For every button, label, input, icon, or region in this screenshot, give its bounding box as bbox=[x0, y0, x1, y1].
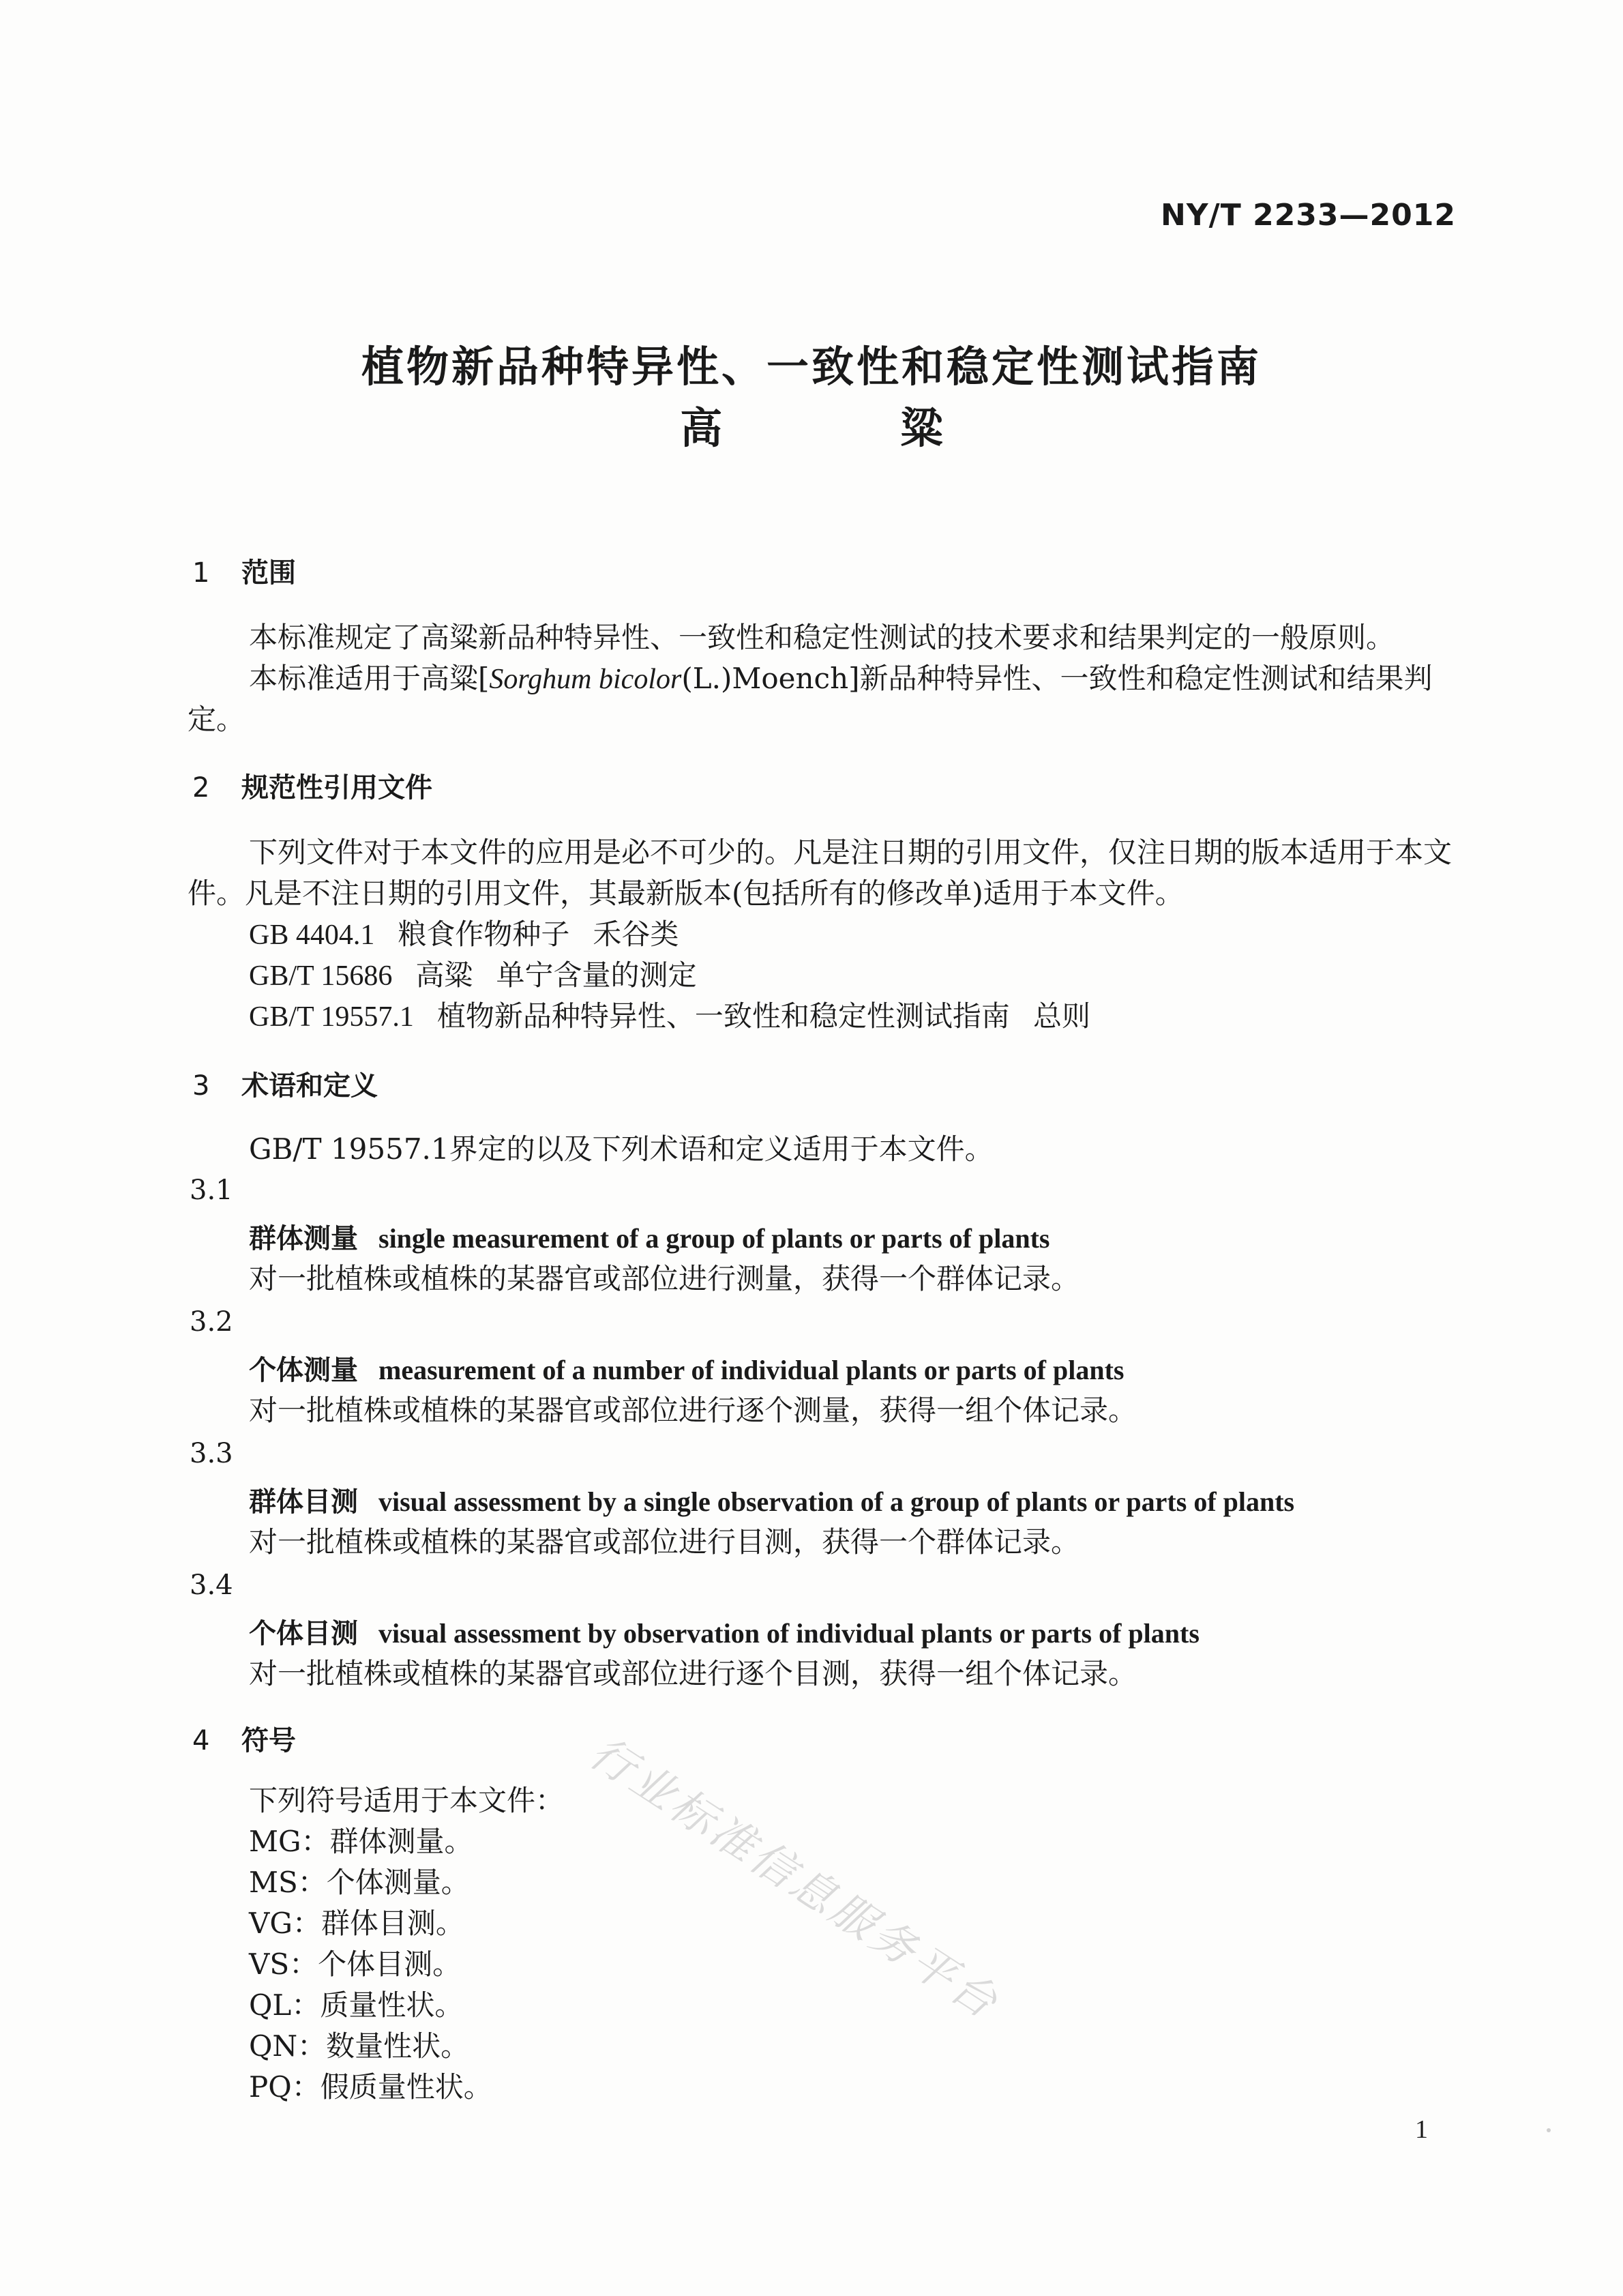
text-fragment: 本标准适用于高粱[ bbox=[249, 662, 490, 695]
section-4-intro: 下列符号适用于本文件： bbox=[249, 1784, 565, 1817]
section-1-heading bbox=[192, 551, 296, 590]
symbol-item: VS：个体目测。 bbox=[249, 1947, 462, 1981]
section-1-paragraph-2-end: 定。 bbox=[188, 703, 245, 736]
section-title: 术语和定义 bbox=[241, 1070, 378, 1102]
term-english: single measurement of a group of plants or parts of plants bbox=[378, 1223, 1050, 1254]
section-title: 范围 bbox=[241, 557, 296, 589]
page-number: 1 bbox=[1415, 2115, 1428, 2144]
term-english: visual assessment by a single observation of a group of plants or parts of plants bbox=[378, 1486, 1295, 1517]
reference-code: GB 4404.1 bbox=[249, 919, 375, 951]
section-3-intro: GB/T 19557.1界定的以及下列术语和定义适用于本文件。 bbox=[249, 1132, 994, 1166]
reference-code: GB/T 19557.1 bbox=[249, 1001, 414, 1033]
term-english: visual assessment by observation of individual plants or parts of plants bbox=[378, 1618, 1200, 1649]
section-3-heading bbox=[192, 1064, 378, 1103]
symbol-item: QL：质量性状。 bbox=[249, 1988, 464, 2022]
watermark: 行业标准信息服务平台 bbox=[580, 1727, 1009, 2030]
term-heading bbox=[249, 1218, 1050, 1259]
term-number: 3.3 bbox=[190, 1438, 233, 1469]
symbol-item: MG：群体测量。 bbox=[249, 1825, 473, 1858]
symbol-item: VG：群体目测。 bbox=[249, 1907, 464, 1940]
section-title: 符号 bbox=[241, 1725, 296, 1756]
term-heading bbox=[249, 1349, 1124, 1391]
section-1-paragraph-2 bbox=[249, 658, 1433, 700]
scan-dot bbox=[1547, 2128, 1551, 2132]
document-title: 植物新品种特异性、一致性和稳定性测试指南 bbox=[361, 342, 1262, 392]
section-number: 4 bbox=[192, 1725, 210, 1756]
section-number: 3 bbox=[192, 1070, 210, 1102]
term-heading bbox=[249, 1481, 1294, 1522]
reference-title: 禾谷类 bbox=[593, 917, 679, 951]
term-definition: 对一批植株或植株的某器官或部位进行测量，获得一个群体记录。 bbox=[249, 1262, 1080, 1295]
reference-item bbox=[249, 955, 696, 997]
term-chinese: 个体目测 bbox=[249, 1618, 358, 1649]
reference-title: 总则 bbox=[1032, 999, 1090, 1033]
section-title: 规范性引用文件 bbox=[241, 772, 432, 804]
reference-title: 单宁含量的测定 bbox=[496, 958, 697, 992]
section-2-paragraph-line-1: 下列文件对于本文件的应用是必不可少的。凡是注日期的引用文件，仅注日期的版本适用于本文 bbox=[249, 836, 1453, 869]
document-subtitle: 高 粱 bbox=[680, 403, 1025, 453]
symbol-item: MS：个体测量。 bbox=[249, 1866, 470, 1899]
term-number: 3.2 bbox=[190, 1306, 233, 1338]
term-number: 3.1 bbox=[190, 1175, 233, 1206]
standard-code: NY/T 2233—2012 bbox=[1160, 198, 1456, 233]
reference-title: 高粱 bbox=[415, 958, 473, 992]
section-number: 2 bbox=[192, 772, 210, 804]
text-fragment: (L.)Moench]新品种特异性、一致性和稳定性测试和结果判 bbox=[681, 662, 1433, 695]
section-2-heading bbox=[192, 766, 432, 805]
term-chinese: 个体测量 bbox=[249, 1355, 358, 1386]
section-2-paragraph-line-2: 件。凡是不注日期的引用文件，其最新版本(包括所有的修改单)适用于本文件。 bbox=[188, 877, 1184, 910]
term-definition: 对一批植株或植株的某器官或部位进行逐个测量，获得一组个体记录。 bbox=[249, 1394, 1137, 1427]
term-definition: 对一批植株或植株的某器官或部位进行逐个目测，获得一组个体记录。 bbox=[249, 1657, 1137, 1690]
reference-item bbox=[249, 996, 1090, 1037]
term-heading bbox=[249, 1613, 1200, 1654]
term-definition: 对一批植株或植株的某器官或部位进行目测，获得一个群体记录。 bbox=[249, 1525, 1080, 1559]
term-chinese: 群体测量 bbox=[249, 1223, 358, 1254]
species-name: Sorghum bicolor bbox=[489, 664, 682, 695]
section-4-heading bbox=[192, 1719, 296, 1758]
section-number: 1 bbox=[192, 557, 210, 589]
symbol-item: QN：数量性状。 bbox=[249, 2029, 470, 2063]
reference-item bbox=[249, 914, 679, 956]
symbol-item: PQ：假质量性状。 bbox=[249, 2070, 492, 2104]
reference-title: 粮食作物种子 bbox=[398, 917, 570, 951]
term-english: measurement of a number of individual plants or parts of plants bbox=[378, 1355, 1125, 1385]
reference-title: 植物新品种特异性、一致性和稳定性测试指南 bbox=[436, 999, 1010, 1033]
reference-code: GB/T 15686 bbox=[249, 960, 393, 992]
term-number: 3.4 bbox=[190, 1570, 233, 1601]
term-chinese: 群体目测 bbox=[249, 1486, 358, 1518]
section-1-paragraph-1: 本标准规定了高粱新品种特异性、一致性和稳定性测试的技术要求和结果判定的一般原则。 bbox=[249, 621, 1395, 654]
